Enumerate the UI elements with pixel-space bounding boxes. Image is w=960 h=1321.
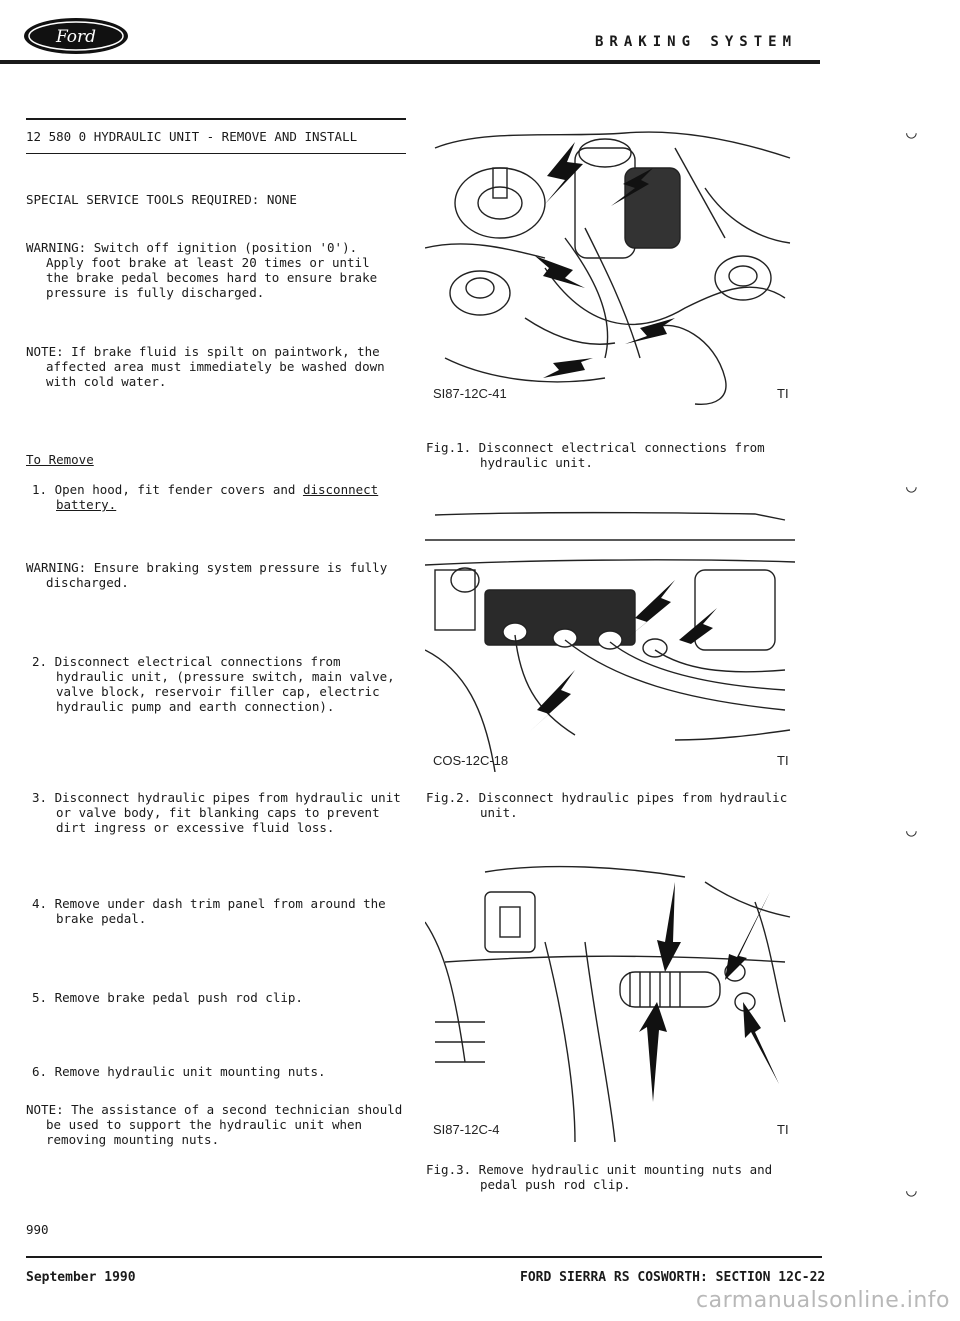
caption-line: unit. <box>480 805 518 820</box>
procedure-title: 12 580 0 HYDRAULIC UNIT - REMOVE AND INSTALL <box>26 128 358 144</box>
footer-rule <box>26 1256 822 1258</box>
figure-2-code: COS-12C-18 <box>433 753 509 768</box>
step-line: dirt ingress or excessive fluid loss. <box>56 820 335 835</box>
figure-3-caption <box>426 1162 806 1192</box>
figure-1-illustration <box>425 128 795 408</box>
warning-line: discharged. <box>46 575 129 590</box>
special-tools: SPECIAL SERVICE TOOLS REQUIRED: NONE <box>26 192 297 207</box>
step-2 <box>26 654 406 714</box>
note-line: be used to support the hydraulic unit when <box>46 1117 363 1132</box>
note-line: NOTE: If brake fluid is spilt on paintwork, the <box>26 344 380 359</box>
warning-line: WARNING: Ensure braking system pressure is fully <box>26 560 388 575</box>
step-5: 5. Remove brake pedal push rod clip. <box>32 990 303 1005</box>
step-text-underlined: battery. <box>56 497 117 512</box>
watermark: carmanualsonline.info <box>696 1288 950 1313</box>
note-line: removing mounting nuts. <box>46 1132 220 1147</box>
margin-tick: ◡ <box>906 1180 917 1201</box>
figure-2-caption <box>426 790 806 820</box>
step-4 <box>26 896 406 926</box>
figure-1-caption <box>426 440 806 470</box>
margin-tick: ◡ <box>906 476 917 497</box>
step-line: 3. Disconnect hydraulic pipes from hydraulic unit <box>32 790 401 805</box>
step-text-underlined: disconnect <box>302 482 379 497</box>
step-line: 2. Disconnect electrical connections from <box>32 654 341 669</box>
caption-line: hydraulic unit. <box>480 455 593 470</box>
to-remove-heading: To Remove <box>26 452 94 467</box>
footer-section: FORD SIERRA RS COSWORTH: SECTION 12C-22 <box>520 1270 826 1285</box>
note-line: affected area must immediately be washed down <box>46 359 385 374</box>
step-line: valve block, reservoir filler cap, electric <box>56 684 380 699</box>
figure-1-mark: TI <box>777 386 789 401</box>
note-paintwork <box>26 344 406 389</box>
step-number: 1. <box>32 482 48 497</box>
caption-line: pedal push rod clip. <box>480 1177 631 1192</box>
title-rule-bottom <box>26 153 406 155</box>
note-line: NOTE: The assistance of a second technician should <box>26 1102 403 1117</box>
note-line: with cold water. <box>46 374 167 389</box>
header-rule <box>0 60 820 64</box>
footer-date: September 1990 <box>26 1270 136 1285</box>
figure-3-code: SI87-12C-4 <box>433 1122 500 1137</box>
warning-ignition <box>26 240 406 300</box>
title-rule-top <box>26 118 406 120</box>
step-line: hydraulic pump and earth connection). <box>56 699 335 714</box>
warning-line: pressure is fully discharged. <box>46 285 265 300</box>
step-1 <box>26 482 406 512</box>
section-title: BRAKING SYSTEM <box>595 34 798 50</box>
figure-3-mark: TI <box>777 1122 789 1137</box>
step-3 <box>26 790 406 835</box>
step-line: hydraulic unit, (pressure switch, main valve, <box>56 669 395 684</box>
step-6: 6. Remove hydraulic unit mounting nuts. <box>32 1064 326 1079</box>
figure-2-illustration <box>425 510 795 772</box>
warning-line: Apply foot brake at least 20 times or until <box>46 255 370 270</box>
margin-tick: ◡ <box>906 820 917 841</box>
figure-1-code: SI87-12C-41 <box>433 386 507 401</box>
step-line: 4. Remove under dash trim panel from around the <box>32 896 386 911</box>
ford-logo-text: Ford <box>55 27 97 47</box>
page-number: 990 <box>26 1222 49 1237</box>
figure-2-mark: TI <box>777 753 789 768</box>
procedure-title-block <box>26 128 406 154</box>
note-assistance <box>26 1102 406 1147</box>
warning-line: WARNING: Switch off ignition (position '0'). <box>26 240 358 255</box>
warning-pressure <box>26 560 406 590</box>
margin-tick: ◡ <box>906 122 917 143</box>
figure-3-illustration <box>425 862 795 1142</box>
ford-logo <box>22 16 130 56</box>
caption-line: Fig.2. Disconnect hydraulic pipes from hydraulic <box>426 790 788 805</box>
step-text: Open hood, fit fender covers and <box>54 482 303 497</box>
step-line: brake pedal. <box>56 911 147 926</box>
caption-line: Fig.1. Disconnect electrical connections from <box>426 440 765 455</box>
caption-line: Fig.3. Remove hydraulic unit mounting nuts and <box>426 1162 773 1177</box>
step-line: or valve body, fit blanking caps to prevent <box>56 805 380 820</box>
warning-line: the brake pedal becomes hard to ensure brake <box>46 270 378 285</box>
